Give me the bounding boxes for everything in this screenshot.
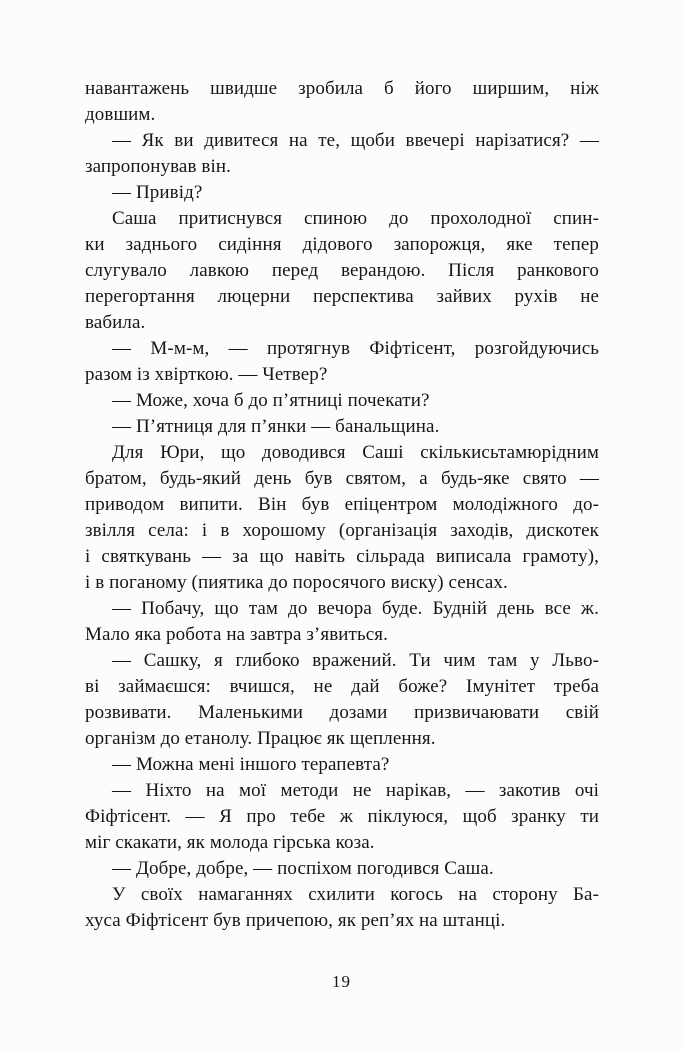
text-line: разом із хвірткою. — Четвер?	[85, 364, 328, 385]
text-line: Фіфтісент. — Я про тебе ж піклуюся, щоб зранку ти	[85, 806, 599, 827]
text-line: — Побачу, що там до вечора буде. Будній день все ж.	[112, 598, 599, 619]
text-line: приводом випити. Він був епіцентром молодіжного до-	[85, 494, 599, 515]
text-line: — Сашку, я глибоко вражений. Ти чим там у Льво-	[112, 650, 599, 671]
text-line: хуса Фіфтісент був причепою, як реп’ях на штанці.	[85, 910, 506, 931]
text-line: — Добре, добре, — поспіхом погодився Саша.	[112, 858, 494, 879]
text-line: довшим.	[85, 104, 156, 125]
text-line: вабила.	[85, 312, 146, 333]
text-line: розвивати. Маленькими дозами призвичаювати свій	[85, 702, 599, 723]
text-line: запропонував він.	[85, 156, 231, 177]
text-line: — П’ятниця для п’янки — банальщина.	[112, 416, 440, 437]
text-line: організм до етанолу. Працює як щеплення.	[85, 728, 436, 749]
text-line: У своїх намаганнях схилити когось на сторону Ба-	[112, 884, 599, 905]
text-line: слугувало лавкою перед верандою. Після ранкового	[85, 260, 599, 281]
text-line: і в поганому (пиятика до поросячого виску) сенсах.	[85, 572, 508, 593]
text-line: перегортання люцерни перспектива зайвих рухів не	[85, 286, 599, 307]
text-line: — Як ви дивитеся на те, щоби ввечері нарізатися? —	[112, 130, 599, 151]
text-line: міг скакати, як молода гірська коза.	[85, 832, 375, 853]
page-number: 19	[332, 972, 351, 991]
text-line: — Ніхто на мої методи не нарікав, — закотив очі	[112, 780, 599, 801]
text-line: і святкувань — за що навіть сільрада виписала грамоту),	[85, 546, 599, 567]
text-line: братом, будь-який день був святом, а будь-яке свято —	[85, 468, 599, 489]
text-line: — М-м-м, — протягнув Фіфтісент, розгойдуючись	[112, 338, 599, 359]
text-line: навантажень швидше зробила б його ширшим, ніж	[85, 78, 599, 99]
text-line: звілля села: і в хорошому (організація заходів, дискотек	[85, 520, 599, 541]
text-line: Мало яка робота на завтра з’явиться.	[85, 624, 388, 645]
page-text	[85, 76, 599, 934]
text-line: — Можна мені іншого терапевта?	[112, 754, 390, 775]
text-line: ві займаєшся: вчишся, не дай боже? Імунітет треба	[85, 676, 599, 697]
text-line: ки заднього сидіння дідового запорожця, яке тепер	[85, 234, 599, 255]
text-line: — Може, хоча б до п’ятниці почекати?	[112, 390, 430, 411]
text-line: Для Юри, що доводився Саші скількисьтамюрідним	[112, 442, 599, 463]
text-line: Саша притиснувся спиною до прохолодної спин-	[112, 208, 599, 229]
text-line: — Привід?	[112, 182, 203, 203]
